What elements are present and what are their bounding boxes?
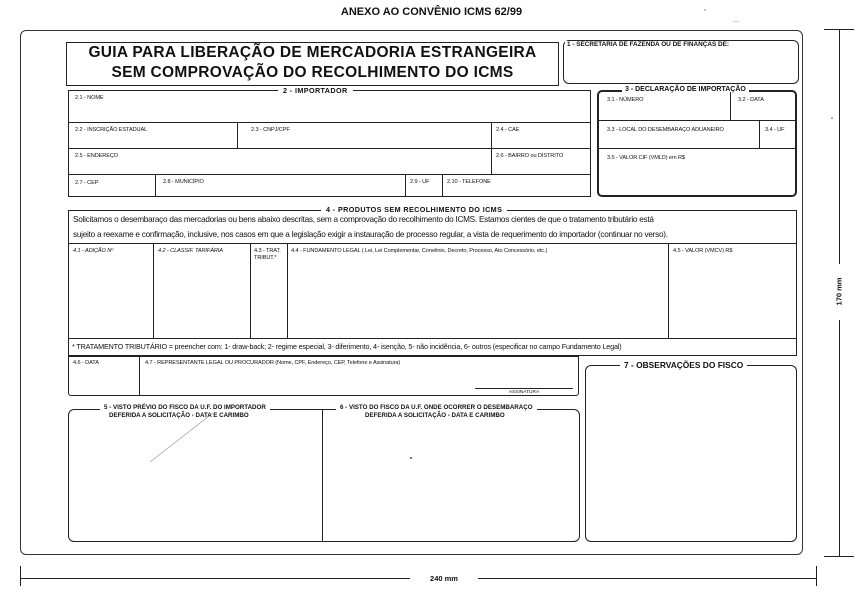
assinatura-label: ASSINATURA: [508, 390, 540, 395]
products-intro-line1: Solicitamos o desembaraço das mercadorias ou bens abaixo descritas, sem a comprovação do recolhimento do ICMS. Estamos cientes de que o tratamento tributário está: [73, 215, 654, 224]
valor-vmcv-label: 4.5 - VALOR (VMCV) R$: [673, 248, 733, 254]
endereco-label: 2.5 - ENDEREÇO: [75, 153, 119, 159]
visto-desembaraco-title-2: DEFERIDA A SOLICITAÇÃO - DATA E CARIMBO: [365, 412, 505, 419]
secretaria-label: 1 - SECRETARIA DE FAZENDA OU DE FINANÇAS DE:: [567, 41, 730, 48]
annex-title: ANEXO AO CONVÊNIO ICMS 62/99: [340, 6, 523, 18]
form-title-line1: GUIA PARA LIBERAÇÃO DE MERCADORIA ESTRANGEIRA: [88, 44, 537, 61]
cep-label: 2.7 - CEP: [75, 180, 99, 186]
nome-label: 2.1 - NOME: [75, 95, 104, 101]
representante-label: 4.7 - REPRESENTANTE LEGAL OU PROCURADOR (Nome, CPF, Endereço, CEP, Telefone e Assinatura): [145, 360, 401, 366]
adicao-label: 4.1 - ADIÇÃO Nº: [73, 248, 114, 254]
products-intro-line2: sujeito a reexame e confirmação, inclusive, nos casos em que a legislação exigir a instauração de processo regular, a vista de requerimento do importador (continuar no verso).: [73, 230, 668, 239]
width-dim-line-left: [20, 578, 410, 579]
products-section-title: 4 - PRODUTOS SEM RECOLHIMENTO DO ICMS: [321, 205, 507, 214]
data-label: 3.2 - DATA: [738, 97, 764, 103]
trat-label-2: TRIBUT.*: [254, 255, 277, 261]
width-dim-tick-left: [20, 566, 21, 586]
uf-label: 2.9 - UF: [410, 179, 430, 185]
width-dimension: 240 mm: [430, 574, 458, 583]
form-title-line2: SEM COMPROVAÇÃO DO RECOLHIMENTO DO ICMS: [111, 64, 514, 81]
visto-previo-title-2: DEFERIDA A SOLICITAÇÃO - DATA E CARIMBO: [109, 412, 249, 419]
visto-desembaraco-title-1: 6 - VISTO DO FISCO DA U.F. ONDE OCORRER O DESEMBARAÇO: [336, 404, 537, 412]
height-dim-tick-bottom: [824, 556, 854, 557]
visto-previo-title-1: 5 - VISTO PRÉVIO DO FISCO DA U.F. DO IMPORTADOR: [100, 404, 270, 412]
inscricao-label: 2.2 - INSCRIÇÃO ESTADUAL: [75, 127, 148, 133]
observacoes-label: 7 - OBSERVAÇÕES DO FISCO: [620, 360, 747, 370]
importer-section-title: 2 - IMPORTADOR: [278, 86, 353, 95]
valor-cif-label: 3.5 - VALOR CIF (VMLD) em R$: [607, 155, 685, 161]
classif-label: 4.2 - CLASSIF. TARIFÁRIA: [158, 248, 223, 254]
uf-34-label: 3.4 - UF: [765, 127, 785, 133]
numero-label: 3.1 - NÚMERO: [607, 97, 644, 103]
telefone-label: 2.10 - TELEFONE: [447, 179, 491, 185]
height-dim-line-top: [839, 29, 840, 264]
local-label: 3.3 - LOCAL DO DESEMBARAÇO ADUANEIRO: [607, 127, 724, 133]
trat-label-1: 4.3 - TRAT.: [254, 248, 281, 254]
treatment-footnote: * TRATAMENTO TRIBUTÁRIO = preencher com: 1- draw-back; 2- regime especial, 3- diferimento, 4- isenção, 5- não incidência, 6- outros (especificar no campo Fundamento Legal): [72, 342, 622, 351]
municipio-label: 2.8 - MUNICÍPIO: [163, 179, 204, 185]
height-dim-line-bottom: [839, 320, 840, 556]
height-dimension: 170 mm: [834, 277, 844, 306]
width-dim-line-right: [478, 578, 816, 579]
cnpj-label: 2.3 - CNPJ/CPF: [251, 127, 290, 133]
cae-label: 2.4 - CAE: [496, 127, 520, 133]
fundamento-label: 4.4 - FUNDAMENTO LEGAL ( Lei, Lei Complementar, Convênio, Decreto, Processo, Ato Concessório, etc.): [291, 248, 548, 254]
data-46-label: 4.6 - DATA: [73, 360, 99, 366]
bairro-label: 2.6 - BAIRRO ou DISTRITO: [496, 153, 564, 159]
width-dim-tick-right: [816, 566, 817, 586]
declaration-section-title: 3 - DECLARAÇÃO DE IMPORTAÇÃO: [622, 86, 749, 93]
